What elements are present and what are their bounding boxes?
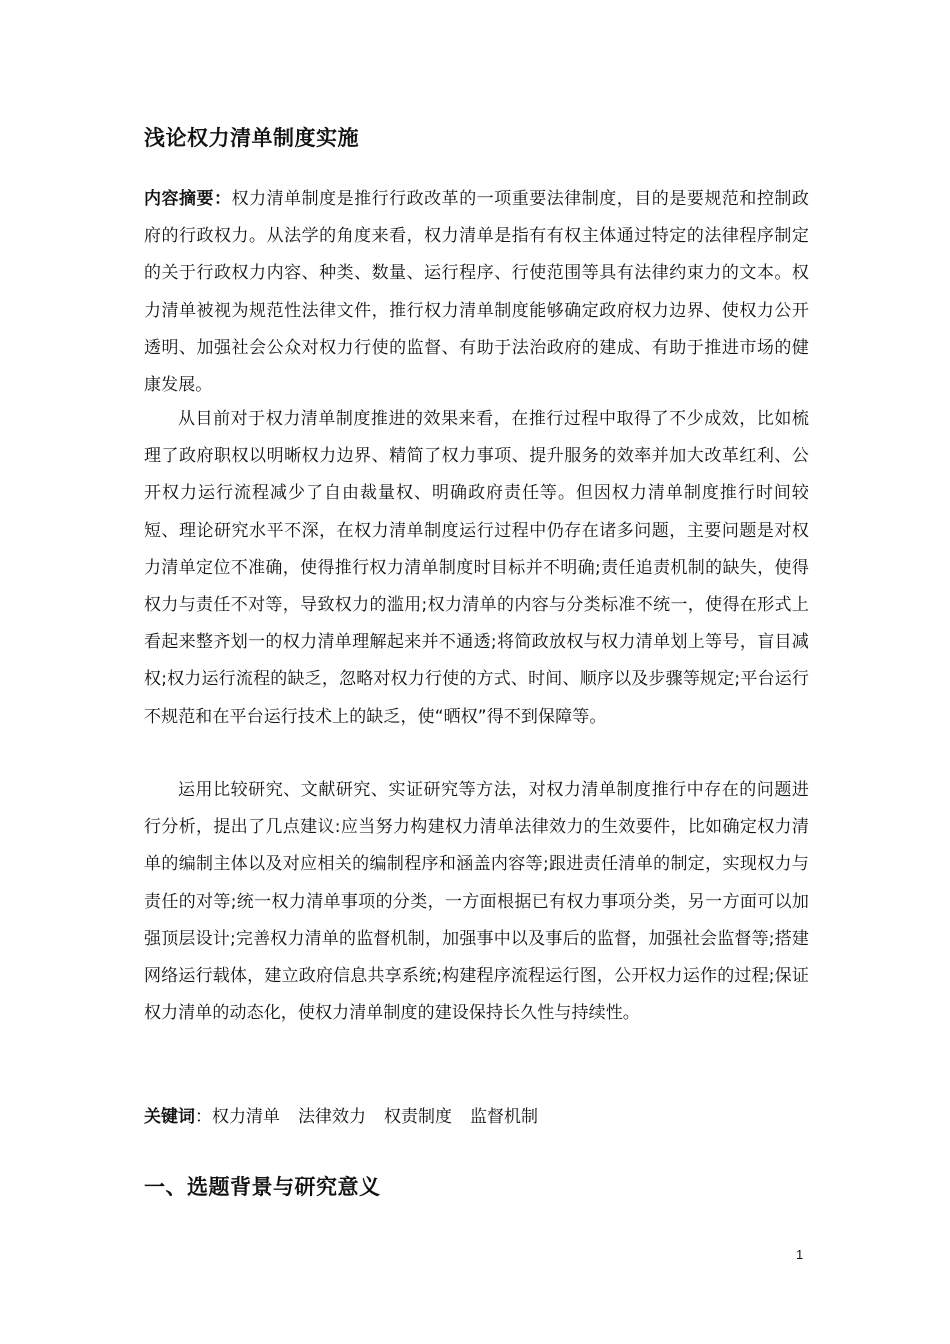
keyword-item: 权责制度 bbox=[384, 1107, 452, 1127]
page-number: 1 bbox=[796, 1247, 804, 1262]
section-heading: 一、选题背景与研究意义 bbox=[144, 1175, 381, 1199]
abstract-paragraph bbox=[144, 181, 809, 404]
keywords-separator: ： bbox=[195, 1107, 212, 1127]
keyword-item: 法律效力 bbox=[298, 1107, 366, 1127]
keywords-line bbox=[144, 1103, 556, 1131]
body-paragraph-3: 运用比较研究、文献研究、实证研究等方法，对权力清单制度推行中存在的问题进行分析，提出了几点建议:应当努力构建权力清单法律效力的生效要件，比如确定权力清单的编制主体以及对应相关的编制程序和涵盖内容等;跟进责任清单的制定，实现权力与责任的对等;统一权力清单事项的分类，一方面根据已有权力事项分类，另一方面可以加强顶层设计;完善权力清单的监督机制，加强事中以及事后的监督，加强社会监督等;搭建网络运行载体，建立政府信息共享系统;构建程序流程运行图，公开权力运作的过程;保证权力清单的动态化，使权力清单制度的建设保持长久性与持续性。 bbox=[144, 780, 809, 1024]
document-title: 浅论权力清单制度实施 bbox=[144, 126, 359, 150]
keyword-item: 监督机制 bbox=[470, 1107, 538, 1127]
abstract-label: 内容摘要： bbox=[144, 189, 232, 209]
keywords-label: 关键词 bbox=[144, 1107, 195, 1127]
keyword-item: 权力清单 bbox=[212, 1107, 280, 1127]
abstract-text: 权力清单制度是推行行政改革的一项重要法律制度，目的是要规范和控制政府的行政权力。从法学的角度来看，权力清单是指有有权主体通过特定的法律程序制定的关于行政权力内容、种类、数量、运行程序、行使范围等具有法律约束力的文本。权力清单被视为规范性法律文件，推行权力清单制度能够确定政府权力边界、使权力公开透明、加强社会公众对权力行使的监督、有助于法治政府的建成、有助于推进市场的健康发展。 bbox=[144, 189, 809, 396]
body-paragraph-2: 从目前对于权力清单制度推进的效果来看，在推行过程中取得了不少成效，比如梳理了政府职权以明晰权力边界、精简了权力事项、提升服务的效率并加大改革红利、公开权力运行流程减少了自由裁量权、明确政府责任等。但因权力清单制度推行时间较短、理论研究水平不深，在权力清单制度运行过程中仍存在诸多问题，主要问题是对权力清单定位不准确，使得推行权力清单制度时目标并不明确;责任追责机制的缺失，使得权力与责任不对等，导致权力的滥用;权力清单的内容与分类标准不统一，使得在形式上看起来整齐划一的权力清单理解起来并不通透;将简政放权与权力清单划上等号，盲目减权;权力运行流程的缺乏，忽略对权力行使的方式、时间、顺序以及步骤等规定;平台运行不规范和在平台运行技术上的缺乏，使“晒权”得不到保障等。 bbox=[144, 409, 809, 727]
